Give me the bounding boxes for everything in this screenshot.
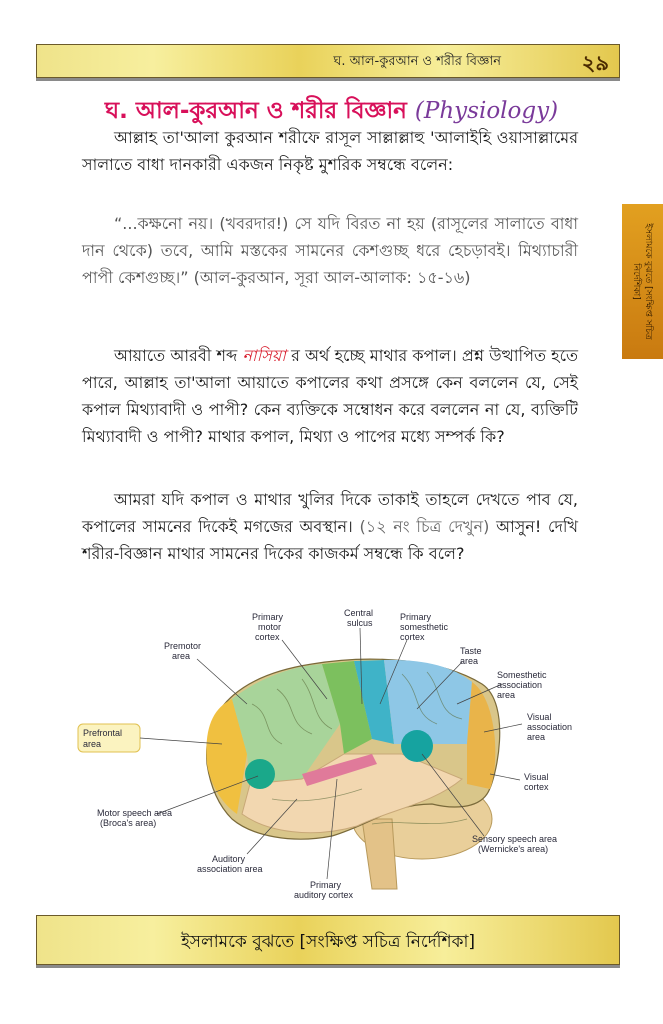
side-tab-line-2: নির্দেশিকা] — [631, 263, 642, 300]
label-taste-1: Taste — [460, 646, 482, 656]
label-sensory-speech-1: Sensory speech area — [472, 834, 558, 844]
label-visual-cortex-2: cortex — [524, 782, 549, 792]
brain-diagram — [72, 604, 592, 904]
section-heading-english: (Physiology) — [414, 98, 559, 124]
label-visual-assoc-1: Visual — [527, 712, 552, 722]
section-heading-bengali: ঘ. আল-কুরআন ও শরীর বিজ্ঞান — [104, 98, 407, 124]
label-somesthetic-assoc-3: area — [497, 690, 516, 700]
label-primary-auditory-1: Primary — [310, 880, 341, 890]
label-primary-auditory-2: auditory cortex — [294, 890, 354, 900]
running-title: ঘ. আল-কুরআন ও শরীর বিজ্ঞান — [333, 54, 501, 69]
label-somesthetic-assoc-1: Somesthetic — [497, 670, 547, 680]
side-tab-line-1: ইসলামকে বুঝতে [সংক্ষিপ্ত সচিত্র — [643, 223, 654, 340]
paragraph-3 — [82, 486, 578, 567]
page-number: ২৯ — [581, 51, 609, 75]
label-primary-motor-2: motor — [258, 622, 282, 632]
label-motor-speech-1: Motor speech area — [97, 808, 173, 818]
label-primary-motor-1: Primary — [252, 612, 283, 622]
label-motor-speech-2: (Broca's area) — [100, 818, 157, 828]
quran-quote-text: “...কক্ষনো নয়। (খবরদার!) সে যদি বিরত না হয় (রাসূলের সালাতে বাধা দান থেকে) তবে, আমি মস্তকের সামনের কেশগুচ্ছ ধরে হেচড়াবই। মিথ্যাচারী পাপী কেশগুচ্ছ।” (আল-কুরআন, সূরা আল-আলাক: ১৫-১৬) — [82, 214, 578, 287]
figure-reference: (১২ নং চিত্র দেখুন) — [359, 517, 490, 536]
footer-bar — [36, 915, 620, 965]
label-prefrontal-2: area — [83, 739, 102, 749]
label-visual-cortex-1: Visual — [524, 772, 549, 782]
label-premotor-1: Premotor — [164, 641, 202, 651]
label-central-sulcus-1: Central — [344, 608, 374, 618]
label-primary-somesthetic-1: Primary — [400, 612, 431, 622]
paragraph-3-before: আমরা যদি কপাল ও মাথার খুলির দিকে তাকাই তাহলে দেখতে পাব যে, কপালের সামনের দিকেই মগজের অবস্থান। — [82, 490, 578, 536]
label-visual-assoc-3: area — [527, 732, 546, 742]
label-primary-somesthetic-2: somesthetic — [400, 622, 449, 632]
label-primary-motor-3: cortex — [255, 632, 280, 642]
label-auditory-assoc-2: association area — [197, 864, 263, 874]
paragraph-1-text: আল্লাহ তা'আলা কুরআন শরীফে রাসূল সাল্লাল্লাহু 'আলাইহি ওয়াসাল্লামের সালাতে বাধা দানকারী একজন নিকৃষ্ট মুশরিক সম্বন্ধে বলেন: — [82, 128, 578, 174]
paragraph-2-before: আয়াতে আরবী শব্দ — [114, 346, 238, 365]
label-sensory-speech-2: (Wernicke's area) — [478, 844, 549, 854]
side-tab — [622, 204, 663, 359]
brain-stem — [362, 819, 397, 889]
label-auditory-assoc-1: Auditory — [212, 854, 246, 864]
paragraph-2-after: র অর্থ হচ্ছে মাথার কপাল। প্রশ্ন উত্থাপিত হতে পারে, আল্লাহ তা'আলা আয়াতে কপালের কথা প্রসঙ্গে কেন বললেন যে, সেই কপাল মিথ্যাবাদী ও পাপী? কেন ব্যক্তিকে সম্বোধন করে বললেন না যে, ব্যক্তিটি মিথ্যাবাদী ও পাপী? মাথার কপাল, মিথ্যা ও পাপের মধ্যে সম্পর্ক কি? — [82, 346, 579, 446]
quran-quote — [82, 210, 578, 291]
label-visual-assoc-2: association — [527, 722, 573, 732]
header-bar — [36, 44, 620, 78]
label-somesthetic-assoc-2: association — [497, 680, 543, 690]
label-central-sulcus-2: sulcus — [347, 618, 373, 628]
broca-area — [245, 759, 275, 789]
footer-text: ইসলামকে বুঝতে [সংক্ষিপ্ত সচিত্র নির্দেশিকা] — [180, 932, 476, 952]
label-prefrontal-1: Prefrontal — [83, 728, 123, 738]
arabic-word-nasiya: নাসিয়া — [242, 346, 286, 365]
paragraph-2 — [82, 342, 578, 450]
brain-diagram-svg — [72, 604, 592, 904]
wernicke-area — [401, 730, 433, 762]
label-taste-2: area — [460, 656, 479, 666]
paragraph-3-after: আসুন! দেখি শরীর-বিজ্ঞান মাথার সামনের দিকের কাজকর্ম সম্বন্ধে কি বলে? — [82, 517, 578, 563]
label-primary-somesthetic-3: cortex — [400, 632, 425, 642]
label-premotor-2: area — [172, 651, 191, 661]
paragraph-1 — [82, 124, 578, 178]
